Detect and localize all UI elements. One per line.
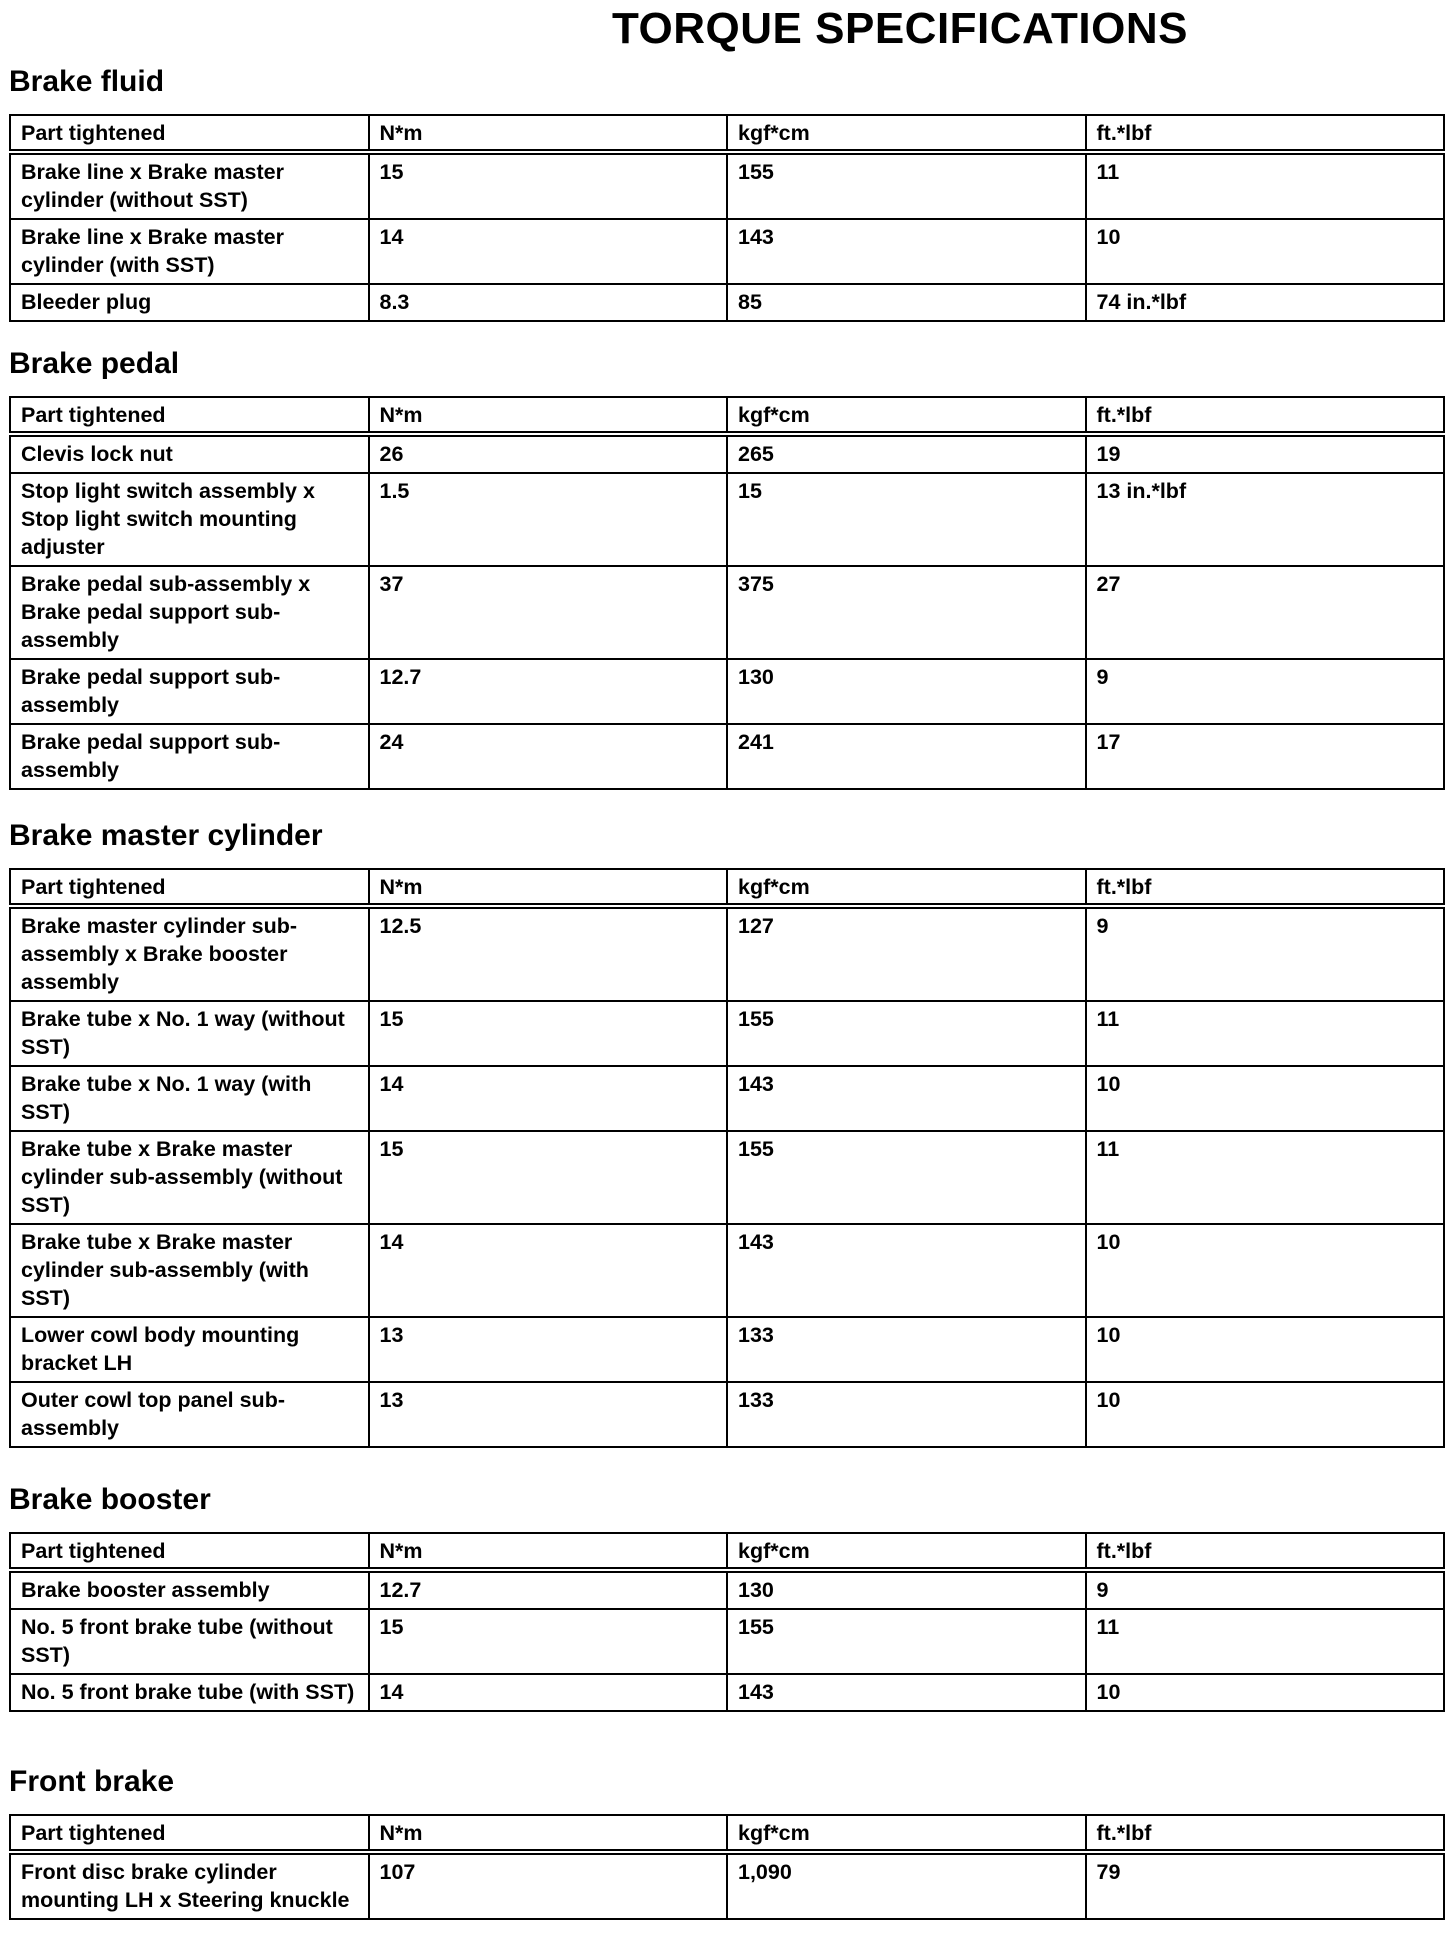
cell-nm: 107	[369, 1852, 728, 1919]
col-header-kgfcm: kgf*cm	[727, 1815, 1086, 1852]
table-row	[10, 1570, 1444, 1609]
cell-ftlbf: 17	[1086, 724, 1445, 789]
cell-ftlbf: 11	[1086, 152, 1445, 219]
cell-kgfcm: 130	[727, 1570, 1086, 1609]
section-brake-pedal	[9, 346, 1445, 790]
cell-ftlbf: 79	[1086, 1852, 1445, 1919]
cell-kgfcm: 143	[727, 219, 1086, 284]
table-row	[10, 1131, 1444, 1224]
col-header-part: Part tightened	[10, 869, 369, 906]
cell-kgfcm: 133	[727, 1317, 1086, 1382]
cell-ftlbf: 11	[1086, 1131, 1445, 1224]
cell-kgfcm: 127	[727, 906, 1086, 1001]
torque-table	[9, 114, 1445, 322]
cell-kgfcm: 143	[727, 1066, 1086, 1131]
col-header-nm: N*m	[369, 869, 728, 906]
cell-part: Brake line x Brake master cylinder (without SST)	[10, 152, 369, 219]
cell-kgfcm: 155	[727, 1609, 1086, 1674]
cell-kgfcm: 143	[727, 1224, 1086, 1317]
cell-ftlbf: 10	[1086, 219, 1445, 284]
table-row	[10, 1852, 1444, 1919]
cell-kgfcm: 143	[727, 1674, 1086, 1711]
header-row	[10, 397, 1444, 434]
cell-nm: 13	[369, 1317, 728, 1382]
section-brake-master-cylinder	[9, 818, 1445, 1448]
cell-ftlbf: 11	[1086, 1001, 1445, 1066]
cell-kgfcm: 1,090	[727, 1852, 1086, 1919]
cell-ftlbf: 10	[1086, 1317, 1445, 1382]
cell-part: Clevis lock nut	[10, 434, 369, 473]
col-header-part: Part tightened	[10, 1533, 369, 1570]
cell-kgfcm: 375	[727, 566, 1086, 659]
table-row	[10, 1317, 1444, 1382]
cell-part: Brake line x Brake master cylinder (with SST)	[10, 219, 369, 284]
cell-nm: 12.7	[369, 659, 728, 724]
cell-ftlbf: 74 in.*lbf	[1086, 284, 1445, 321]
header-row	[10, 869, 1444, 906]
cell-ftlbf: 9	[1086, 906, 1445, 1001]
table-row	[10, 1609, 1444, 1674]
col-header-ftlbf: ft.*lbf	[1086, 115, 1445, 152]
table-row	[10, 724, 1444, 789]
cell-nm: 14	[369, 1674, 728, 1711]
col-header-ftlbf: ft.*lbf	[1086, 869, 1445, 906]
section-brake-booster	[9, 1482, 1445, 1712]
table-row	[10, 434, 1444, 473]
cell-nm: 14	[369, 219, 728, 284]
cell-part: Brake pedal support sub-assembly	[10, 724, 369, 789]
cell-nm: 1.5	[369, 473, 728, 566]
cell-part: Front disc brake cylinder mounting LH x Steering knuckle	[10, 1852, 369, 1919]
section-heading: Brake booster	[9, 1483, 211, 1516]
table-row	[10, 152, 1444, 219]
table-row	[10, 284, 1444, 321]
cell-nm: 15	[369, 1131, 728, 1224]
col-header-nm: N*m	[369, 397, 728, 434]
cell-ftlbf: 10	[1086, 1674, 1445, 1711]
header-row	[10, 1533, 1444, 1570]
cell-part: Brake tube x Brake master cylinder sub-assembly (without SST)	[10, 1131, 369, 1224]
table-row	[10, 659, 1444, 724]
table-row	[10, 473, 1444, 566]
cell-part: Brake master cylinder sub-assembly x Brake booster assembly	[10, 906, 369, 1001]
col-header-kgfcm: kgf*cm	[727, 1533, 1086, 1570]
cell-kgfcm: 241	[727, 724, 1086, 789]
cell-ftlbf: 11	[1086, 1609, 1445, 1674]
section-heading: Front brake	[9, 1765, 175, 1798]
cell-nm: 13	[369, 1382, 728, 1447]
header-row	[10, 1815, 1444, 1852]
cell-nm: 15	[369, 1001, 728, 1066]
col-header-nm: N*m	[369, 115, 728, 152]
cell-ftlbf: 10	[1086, 1382, 1445, 1447]
cell-nm: 15	[369, 152, 728, 219]
section-brake-fluid	[9, 64, 1445, 322]
cell-part: Brake tube x No. 1 way (with SST)	[10, 1066, 369, 1131]
cell-part: No. 5 front brake tube (without SST)	[10, 1609, 369, 1674]
section-heading: Brake master cylinder	[9, 819, 323, 852]
table-row	[10, 906, 1444, 1001]
cell-ftlbf: 10	[1086, 1066, 1445, 1131]
cell-ftlbf: 10	[1086, 1224, 1445, 1317]
cell-kgfcm: 133	[727, 1382, 1086, 1447]
cell-ftlbf: 9	[1086, 659, 1445, 724]
col-header-kgfcm: kgf*cm	[727, 869, 1086, 906]
cell-part: Brake tube x No. 1 way (without SST)	[10, 1001, 369, 1066]
cell-part: Lower cowl body mounting bracket LH	[10, 1317, 369, 1382]
torque-table	[9, 1532, 1445, 1712]
cell-kgfcm: 85	[727, 284, 1086, 321]
torque-table	[9, 868, 1445, 1448]
table-row	[10, 1066, 1444, 1131]
cell-part: Outer cowl top panel sub-assembly	[10, 1382, 369, 1447]
col-header-ftlbf: ft.*lbf	[1086, 1533, 1445, 1570]
table-row	[10, 1001, 1444, 1066]
header-row	[10, 115, 1444, 152]
col-header-part: Part tightened	[10, 397, 369, 434]
cell-part: Stop light switch assembly x Stop light switch mounting adjuster	[10, 473, 369, 566]
cell-part: No. 5 front brake tube (with SST)	[10, 1674, 369, 1711]
col-header-ftlbf: ft.*lbf	[1086, 397, 1445, 434]
cell-nm: 12.7	[369, 1570, 728, 1609]
cell-ftlbf: 19	[1086, 434, 1445, 473]
table-row	[10, 1674, 1444, 1711]
cell-part: Brake booster assembly	[10, 1570, 369, 1609]
cell-ftlbf: 13 in.*lbf	[1086, 473, 1445, 566]
cell-kgfcm: 265	[727, 434, 1086, 473]
cell-nm: 26	[369, 434, 728, 473]
table-row	[10, 566, 1444, 659]
section-heading: Brake pedal	[9, 347, 180, 380]
section-heading: Brake fluid	[9, 65, 165, 98]
cell-kgfcm: 155	[727, 152, 1086, 219]
torque-table	[9, 396, 1445, 790]
cell-kgfcm: 155	[727, 1131, 1086, 1224]
page-title: TORQUE SPECIFICATIONS	[611, 4, 1189, 53]
cell-nm: 12.5	[369, 906, 728, 1001]
table-row	[10, 219, 1444, 284]
cell-kgfcm: 15	[727, 473, 1086, 566]
cell-nm: 37	[369, 566, 728, 659]
table-row	[10, 1224, 1444, 1317]
col-header-kgfcm: kgf*cm	[727, 397, 1086, 434]
torque-table	[9, 1814, 1445, 1920]
col-header-part: Part tightened	[10, 115, 369, 152]
cell-part: Bleeder plug	[10, 284, 369, 321]
col-header-part: Part tightened	[10, 1815, 369, 1852]
col-header-nm: N*m	[369, 1815, 728, 1852]
cell-ftlbf: 27	[1086, 566, 1445, 659]
col-header-kgfcm: kgf*cm	[727, 115, 1086, 152]
cell-nm: 14	[369, 1066, 728, 1131]
cell-nm: 24	[369, 724, 728, 789]
cell-part: Brake pedal sub-assembly x Brake pedal support sub-assembly	[10, 566, 369, 659]
col-header-ftlbf: ft.*lbf	[1086, 1815, 1445, 1852]
cell-part: Brake pedal support sub-assembly	[10, 659, 369, 724]
cell-nm: 8.3	[369, 284, 728, 321]
cell-kgfcm: 155	[727, 1001, 1086, 1066]
cell-part: Brake tube x Brake master cylinder sub-assembly (with SST)	[10, 1224, 369, 1317]
cell-nm: 15	[369, 1609, 728, 1674]
cell-nm: 14	[369, 1224, 728, 1317]
cell-ftlbf: 9	[1086, 1570, 1445, 1609]
section-front-brake	[9, 1764, 1445, 1920]
col-header-nm: N*m	[369, 1533, 728, 1570]
cell-kgfcm: 130	[727, 659, 1086, 724]
table-row	[10, 1382, 1444, 1447]
